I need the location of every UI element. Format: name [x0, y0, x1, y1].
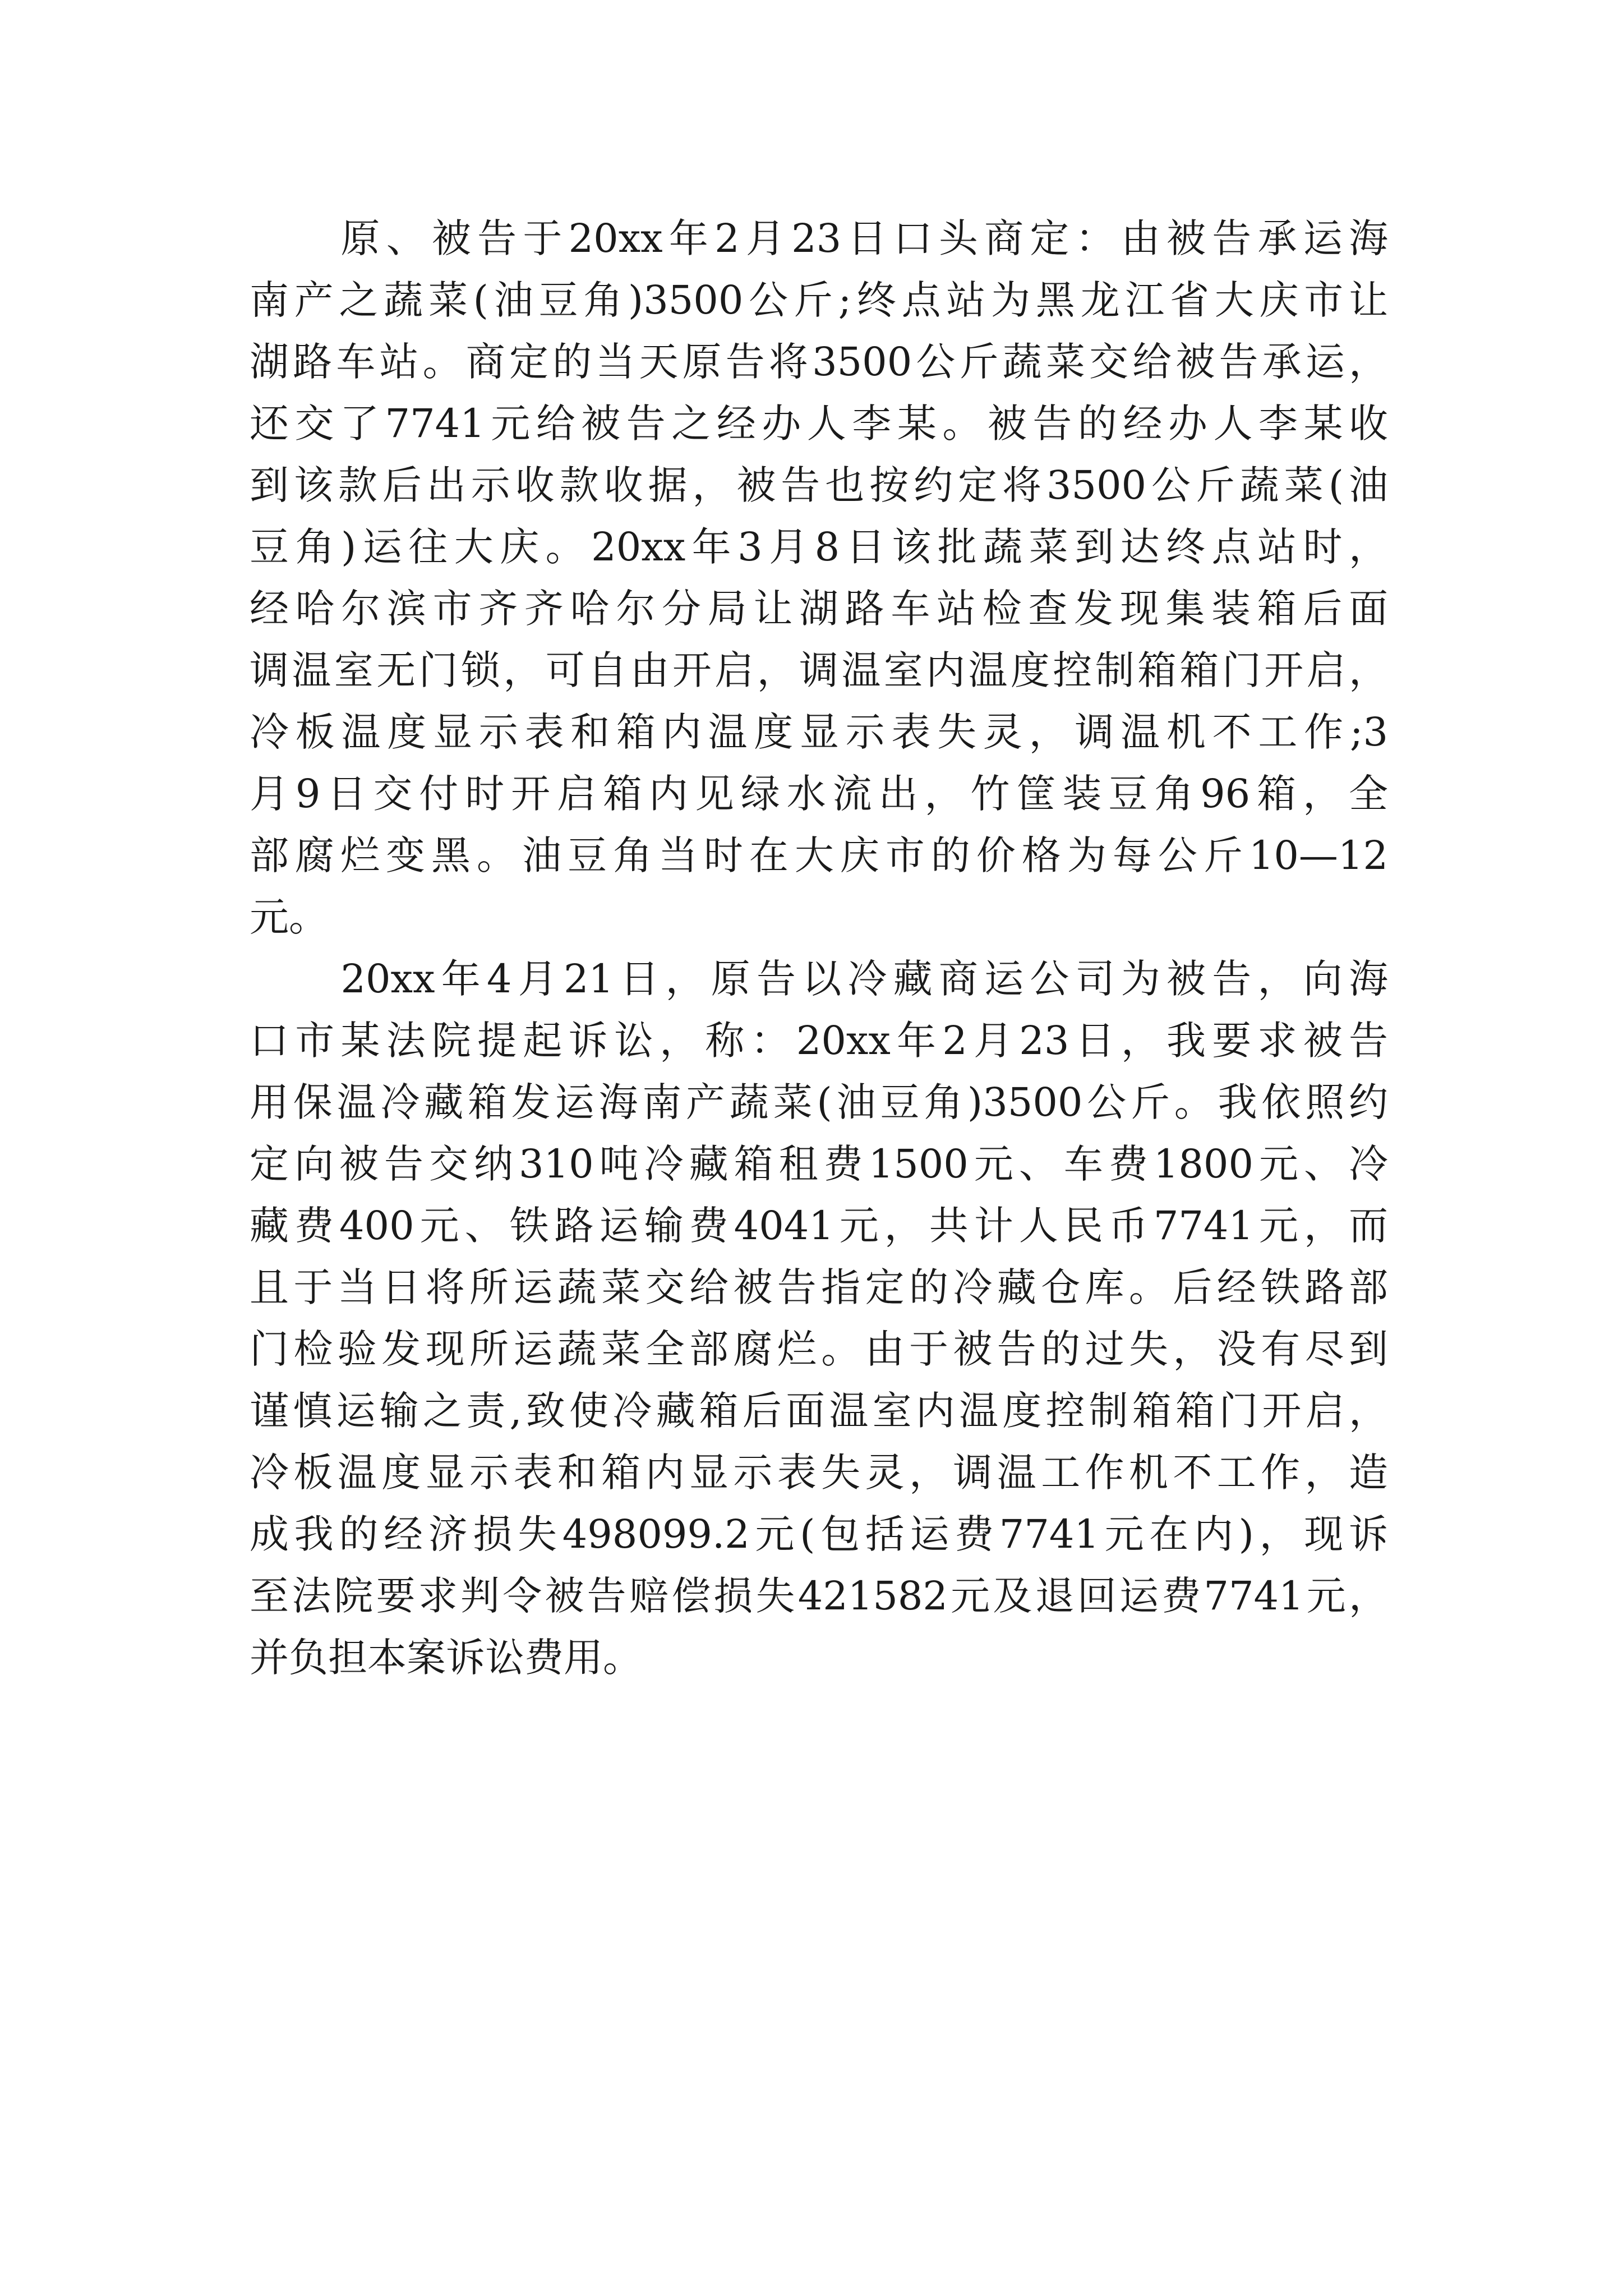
text-line: 成我的经济损失498099.2元(包括运费7741元在内)，现诉: [250, 1511, 1388, 1557]
text-line: 调温室无门锁，可自由开启，调温室内温度控制箱箱门开启，: [250, 647, 1388, 693]
text-line: 谨慎运输之责,致使冷藏箱后面温室内温度控制箱箱门开启，: [250, 1388, 1388, 1434]
text-line: 原、被告于20xx年2月23日口头商定：由被告承运海: [250, 215, 1388, 261]
text-line: 经哈尔滨市齐齐哈尔分局让湖路车站检查发现集装箱后面: [250, 586, 1388, 632]
text-line: 门检验发现所运蔬菜全部腐烂。由于被告的过失，没有尽到: [250, 1326, 1388, 1372]
text-line: 部腐烂变黑。油豆角当时在大庆市的价格为每公斤10—12: [250, 832, 1388, 878]
text-line: 豆角)运往大庆。20xx年3月8日该批蔬菜到达终点站时，: [250, 524, 1388, 570]
text-line: 至法院要求判令被告赔偿损失421582元及退回运费7741元，: [250, 1573, 1388, 1619]
text-line: 用保温冷藏箱发运海南产蔬菜(油豆角)3500公斤。我依照约: [250, 1079, 1388, 1125]
text-line: 元。: [250, 894, 328, 940]
text-line: 还交了7741元给被告之经办人李某。被告的经办人李某收: [250, 401, 1388, 447]
text-line: 到该款后出示收款收据，被告也按约定将3500公斤蔬菜(油: [250, 462, 1388, 508]
text-line: 定向被告交纳310吨冷藏箱租费1500元、车费1800元、冷: [250, 1141, 1388, 1187]
paragraph-1: [250, 208, 1388, 948]
text-line: 藏费400元、铁路运输费4041元，共计人民币7741元，而: [250, 1203, 1388, 1249]
paragraph-2: [250, 948, 1388, 1688]
text-line: 南产之蔬菜(油豆角)3500公斤;终点站为黑龙江省大庆市让: [250, 277, 1388, 323]
text-line: 口市某法院提起诉讼，称：20xx年2月23日，我要求被告: [250, 1018, 1388, 1064]
document-body: [250, 208, 1388, 1688]
text-line: 20xx年4月21日，原告以冷藏商运公司为被告，向海: [250, 956, 1388, 1002]
text-line: 冷板温度显示表和箱内显示表失灵，调温工作机不工作，造: [250, 1450, 1388, 1496]
text-line: 且于当日将所运蔬菜交给被告指定的冷藏仓库。后经铁路部: [250, 1264, 1388, 1310]
text-line: 并负担本案诉讼费用。: [250, 1635, 642, 1681]
text-line: 湖路车站。商定的当天原告将3500公斤蔬菜交给被告承运，: [250, 339, 1388, 385]
text-line: 月9日交付时开启箱内见绿水流出，竹筐装豆角96箱，全: [250, 771, 1388, 817]
text-line: 冷板温度显示表和箱内温度显示表失灵，调温机不工作;3: [250, 709, 1388, 755]
